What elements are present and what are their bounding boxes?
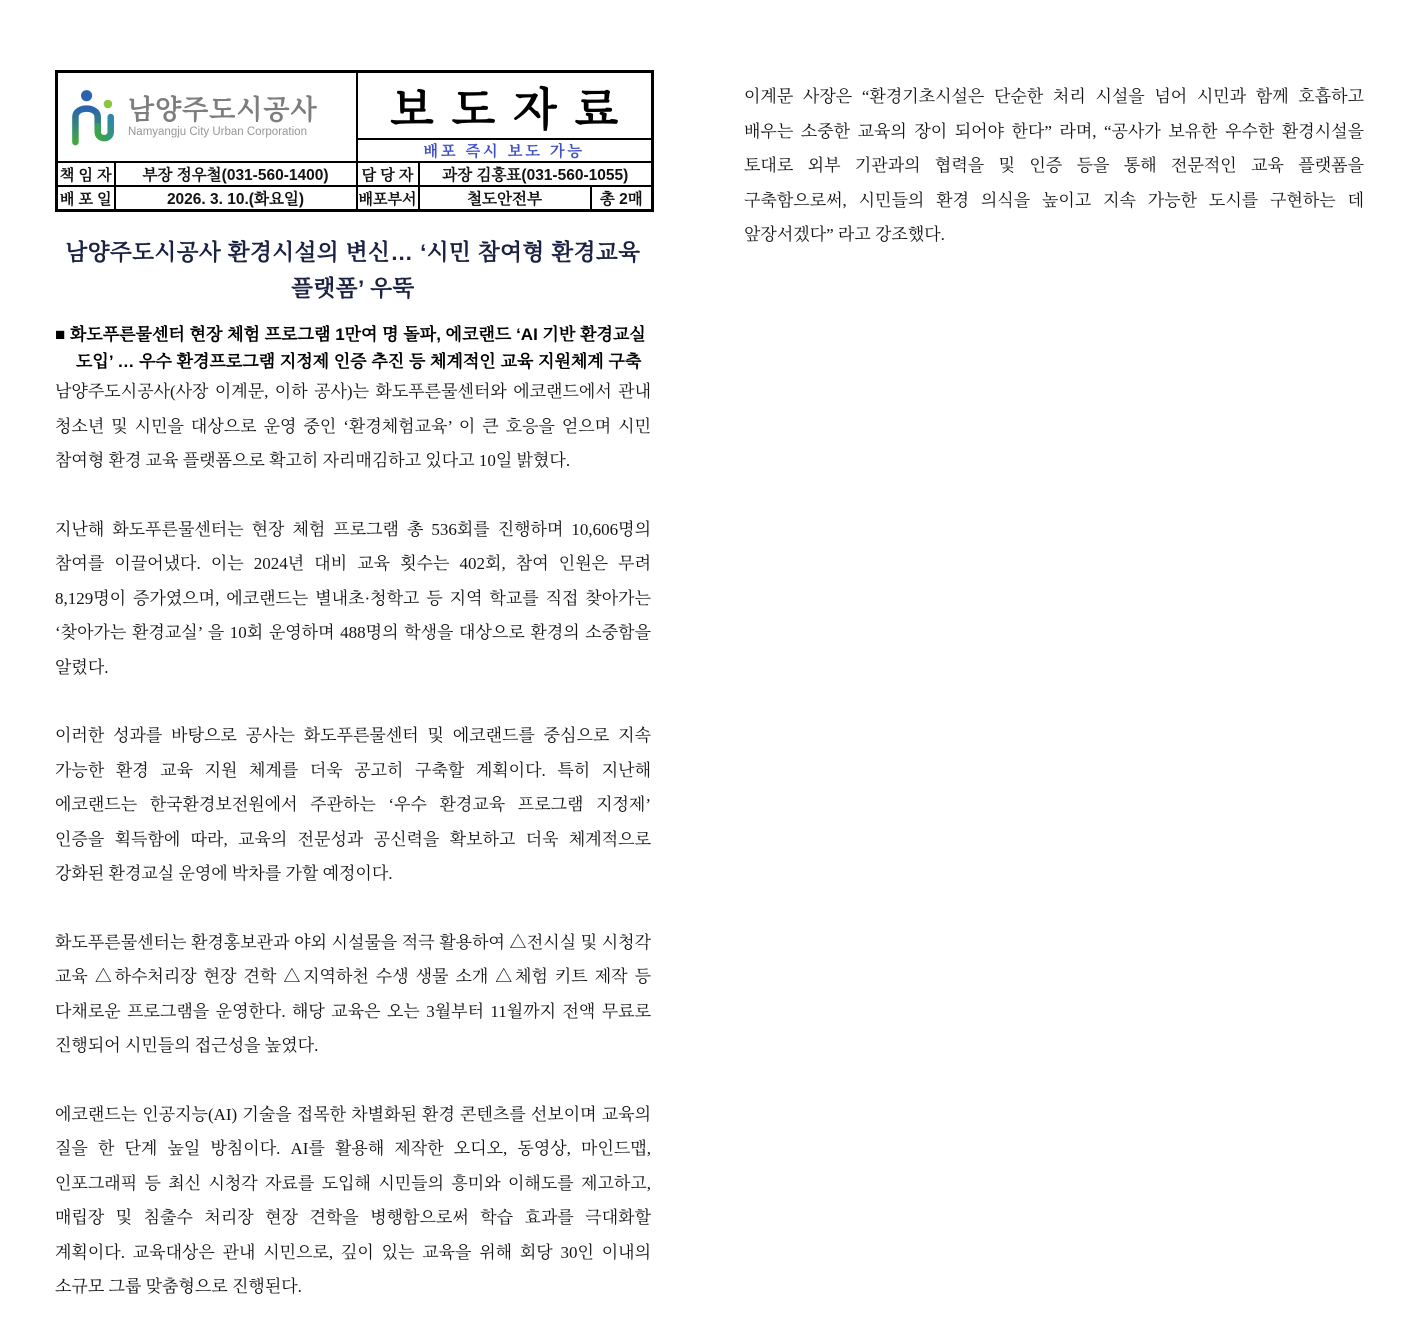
org-logo-cell (57, 72, 357, 163)
body-paragraph: 에코랜드는 인공지능(AI) 기술을 접목한 차별화된 환경 콘텐츠를 선보이며 교육의 질을 한 단계 높일 방침이다. AI를 활용해 제작한 오디오, 동영상, 마인드맵, 인포그래픽 등 최신 시청각 자료를 도입해 시민들의 흥미와 이해도를 제고하고, 매립장 및 침출수 처리장 현장 견학을 병행함으로써 학습 효과를 극대화할 계획이다. 교육대상은 관내 시민으로, 깊이 있는 교육을 위해 회당 30인 이내의 소규모 그룹 맞춤형으로 진행된다. (55, 1104, 651, 1296)
headline-line1: 남양주도시공사 환경시설의 변신… ‘시민 참여형 환경교육 (65, 240, 641, 265)
subheadline: ■ 화도푸른물센터 현장 체험 프로그램 1만여 명 돌파, 에코랜드 ‘AI 기반 환경교실 도입’ … 우수 환경프로그램 지정제 인증 추진 등 체계적인 교육 지원체계 구축 (55, 325, 646, 371)
body-paragraph: 화도푸른물센터는 환경홍보관과 야외 시설물을 적극 활용하여 △전시실 및 시청각 교육 △하수처리장 현장 견학 △지역하천 수생 생물 소개 △체험 키트 제작 등 다채로운 프로그램을 운영한다. 해당 교육은 오는 3월부터 11월까지 전액 무료로 진행되어 시민들의 접근성을 높였다. (55, 932, 651, 1055)
value-release-date: 2026. 3. 10.(화요일) (115, 186, 357, 211)
label-contact: 담 당 자 (357, 162, 419, 186)
org-logo-icon (68, 88, 120, 146)
body-paragraph: 남양주도시공사(사장 이계문, 이하 공사)는 화도푸른물센터와 에코랜드에서 관내 청소년 및 시민을 대상으로 운영 중인 ‘환경체험교육’ 이 큰 호응을 얻으며 시민 참여형 환경 교육 플랫폼으로 확고히 자리매김하고 있다고 10일 밝혔다. (55, 382, 651, 470)
body-paragraph: 지난해 화도푸른물센터는 현장 체험 프로그램 총 536회를 진행하며 10,606명의 참여를 이끌어냈다. 이는 2024년 대비 교육 횟수는 402회, 참여 인원은 무려 8,129명이 증가였으며, 에코랜드는 별내초·청학고 등 지역 학교를 직접 찾아가는 ‘찾아가는 환경교실’ 을 10회 운영하며 488명의 학생을 대상으로 환경의 소중함을 알렸다. (55, 519, 651, 677)
label-release-date: 배 포 일 (57, 186, 115, 211)
value-contact: 과장 김홍표(031-560-1055) (419, 162, 653, 186)
value-page-count: 총 2매 (591, 186, 653, 211)
label-release-dept: 배포부서 (357, 186, 419, 211)
org-name-ko: 남양주도시공사 (128, 94, 318, 125)
masthead-table (55, 70, 654, 212)
press-release-title: 보도자료 (357, 72, 653, 140)
release-note: 배포 즉시 보도 가능 (357, 139, 653, 162)
body-paragraph: 이러한 성과를 바탕으로 공사는 화도푸른물센터 및 에코랜드를 중심으로 지속 가능한 환경 교육 지원 체계를 더욱 공고히 구축할 계획이다. 특히 지난해 에코랜드는 한국환경보전원에서 주관하는 ‘우수 환경교육 프로그램 지정제’ 인증을 획득함에 따라, 교육의 전문성과 공신력을 확보하고 더욱 체계적으로 강화된 환경교실 운영에 박차를 가할 예정이다. (55, 726, 651, 883)
page-2 (744, 80, 1364, 253)
value-release-dept: 철도안전부 (419, 186, 591, 211)
body-paragraph: 이계문 사장은 “환경기초시설은 단순한 처리 시설을 넘어 시민과 함께 호흡하고 배우는 소중한 교육의 장이 되어야 한다” 라며, “공사가 보유한 우수한 환경시설을 토대로 외부 기관과의 협력을 및 인증 등을 통해 전문적인 교육 플랫폼을 구축함으로써, 시민들의 환경 의식을 높이고 지속 가능한 도시를 구현하는 데 앞장서겠다” 라고 강조했다. (744, 87, 1364, 244)
value-responsible: 부장 정우철(031-560-1400) (115, 162, 357, 186)
label-responsible: 책 임 자 (57, 162, 115, 186)
page-1 (55, 70, 651, 1339)
headline (55, 235, 651, 307)
org-name-en: Namyangju City Urban Corporation (128, 126, 307, 139)
headline-line2: 플랫폼’ 우뚝 (291, 276, 415, 301)
